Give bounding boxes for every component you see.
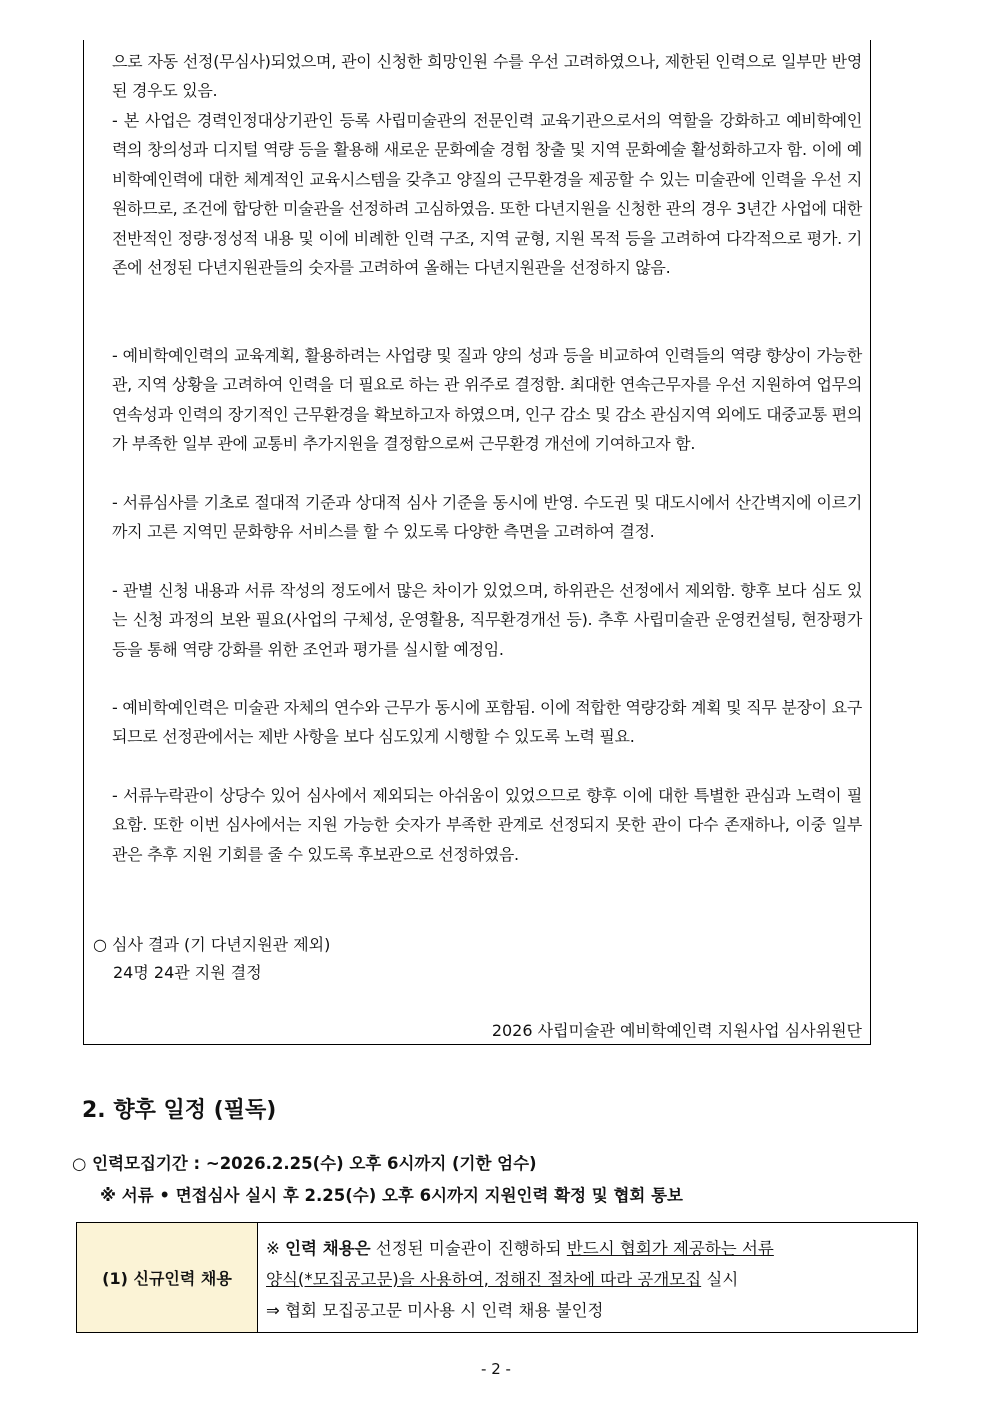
committee-signature: 2026 사립미술관 예비학예인력 지원사업 심사위원단 [491,1021,862,1040]
review-paragraph: - 예비학예인력의 교육계획, 활용하려는 사업량 및 질과 양의 성과 등을 비교하여 인력들의 역량 향상이 가능한 관, 지역 상황을 고려하여 인력을 더 필요로 하는 관 위주로 결정함. 최대한 연속근무자를 우선 지원하여 업무의 연속성과 인력의 장기적인 근무환경을 확보하고자 하였으며, 인구 감소 및 감소 관심지역 외에도 대중교통 편의가 부족한 일부 관에 교통비 추가지원을 결정함으로써 근무환경 개선에 기여하고자 함. [112,346,862,454]
result-heading: ○ 심사 결과 (기 다년지원관 제외) [93,935,331,954]
review-paragraph: - 예비학예인력은 미술관 자체의 연수와 근무가 동시에 포함됨. 이에 적합한 역량강화 계획 및 직무 분장이 요구되므로 선정관에서는 제반 사항을 보다 심도있게 시행할 수 있도록 노력 필요. [112,698,862,747]
review-paragraph: - 본 사업은 경력인정대상기관인 등록 사립미술관의 전문인력 교육기관으로서의 역할을 강화하고 예비학예인력의 창의성과 디지털 역량 등을 활용해 새로운 문화예술 경험 창출 및 지역 문화예술 활성화하고자 함. 이에 예비학예인력에 대한 체계적인 교육시스템을 갖추고 양질의 근무환경을 제공할 수 있는 미술관에 인력을 우선 지원하므로, 조건에 합당한 미술관을 선정하려 고심하였음. 또한 다년지원을 신청한 관의 경우 3년간 사업에 대한 전반적인 정량·정성적 내용 및 이에 비례한 인력 구조, 지역 균형, 지원 목적 등을 고려하여 다각적으로 평가. 기존에 선정된 다년지원관들의 숫자를 고려하여 올해는 다년지원관을 선정하지 않음. [112,111,862,278]
table-head-cell: (1) 신규인력 채용 [77,1223,258,1332]
schedule-table [76,1222,918,1333]
review-paragraph: - 서류누락관이 상당수 있어 심사에서 제외되는 아쉬움이 있었으므로 향후 이에 대한 특별한 관심과 노력이 필요함. 또한 이번 심사에서는 지원 가능한 숫자가 부족한 관계로 선정되지 못한 관이 다수 존재하나, 이중 일부 관은 추후 지원 기회를 줄 수 있도록 후보관으로 선정하였음. [112,786,862,864]
plain-text: 실시 [701,1270,739,1289]
review-paragraph: - 관별 신청 내용과 서류 작성의 정도에서 많은 차이가 있었으며, 하위관은 선정에서 제외함. 향후 보다 심도 있는 신청 과정의 보완 필요(사업의 구체성, 운영활용, 직무환경개선 등). 추후 사립미술관 운영컨설팅, 현장평가 등을 통해 역량 강화를 위한 조언과 평가를 실시할 예정임. [112,581,862,659]
table-line [266,1264,909,1295]
underlined-text: 양식(*모집공고문)을 사용하여, 정해진 절차에 따라 공개모집 [266,1270,702,1289]
bold-text: 인력 채용은 [285,1239,371,1258]
review-paragraph: - 서류심사를 기초로 절대적 기준과 상대적 심사 기준을 동시에 반영. 수도권 및 대도시에서 산간벽지에 이르기까지 고른 지역민 문화향유 서비스를 할 수 있도록 다양한 측면을 고려하여 결정. [112,493,862,542]
plain-text: 선정된 미술관이 진행하되 [370,1239,567,1258]
page-number: - 2 - [481,1360,511,1378]
table-line [266,1233,909,1264]
note-mark: ※ [266,1239,286,1258]
underlined-text: 반드시 협회가 제공하는 서류 [566,1239,774,1258]
table-body-cell [258,1223,917,1332]
result-value: 24명 24관 지원 결정 [113,963,262,982]
recruit-note: ※ 서류 • 면접심사 실시 후 2.25(수) 오후 6시까지 지원인력 확정 및 협회 통보 [100,1186,683,1205]
recruit-period: ○ 인력모집기간 : ~2026.2.25(수) 오후 6시까지 (기한 엄수) [72,1154,537,1173]
review-paragraph: 으로 자동 선정(무심사)되었으며, 관이 신청한 희망인원 수를 우선 고려하였으나, 제한된 인력으로 일부만 반영된 경우도 있음. [112,52,862,101]
table-line: ⇒ 협회 모집공고문 미사용 시 인력 채용 불인정 [266,1301,604,1320]
section-title: 2. 향후 일정 (필독) [82,1098,277,1123]
